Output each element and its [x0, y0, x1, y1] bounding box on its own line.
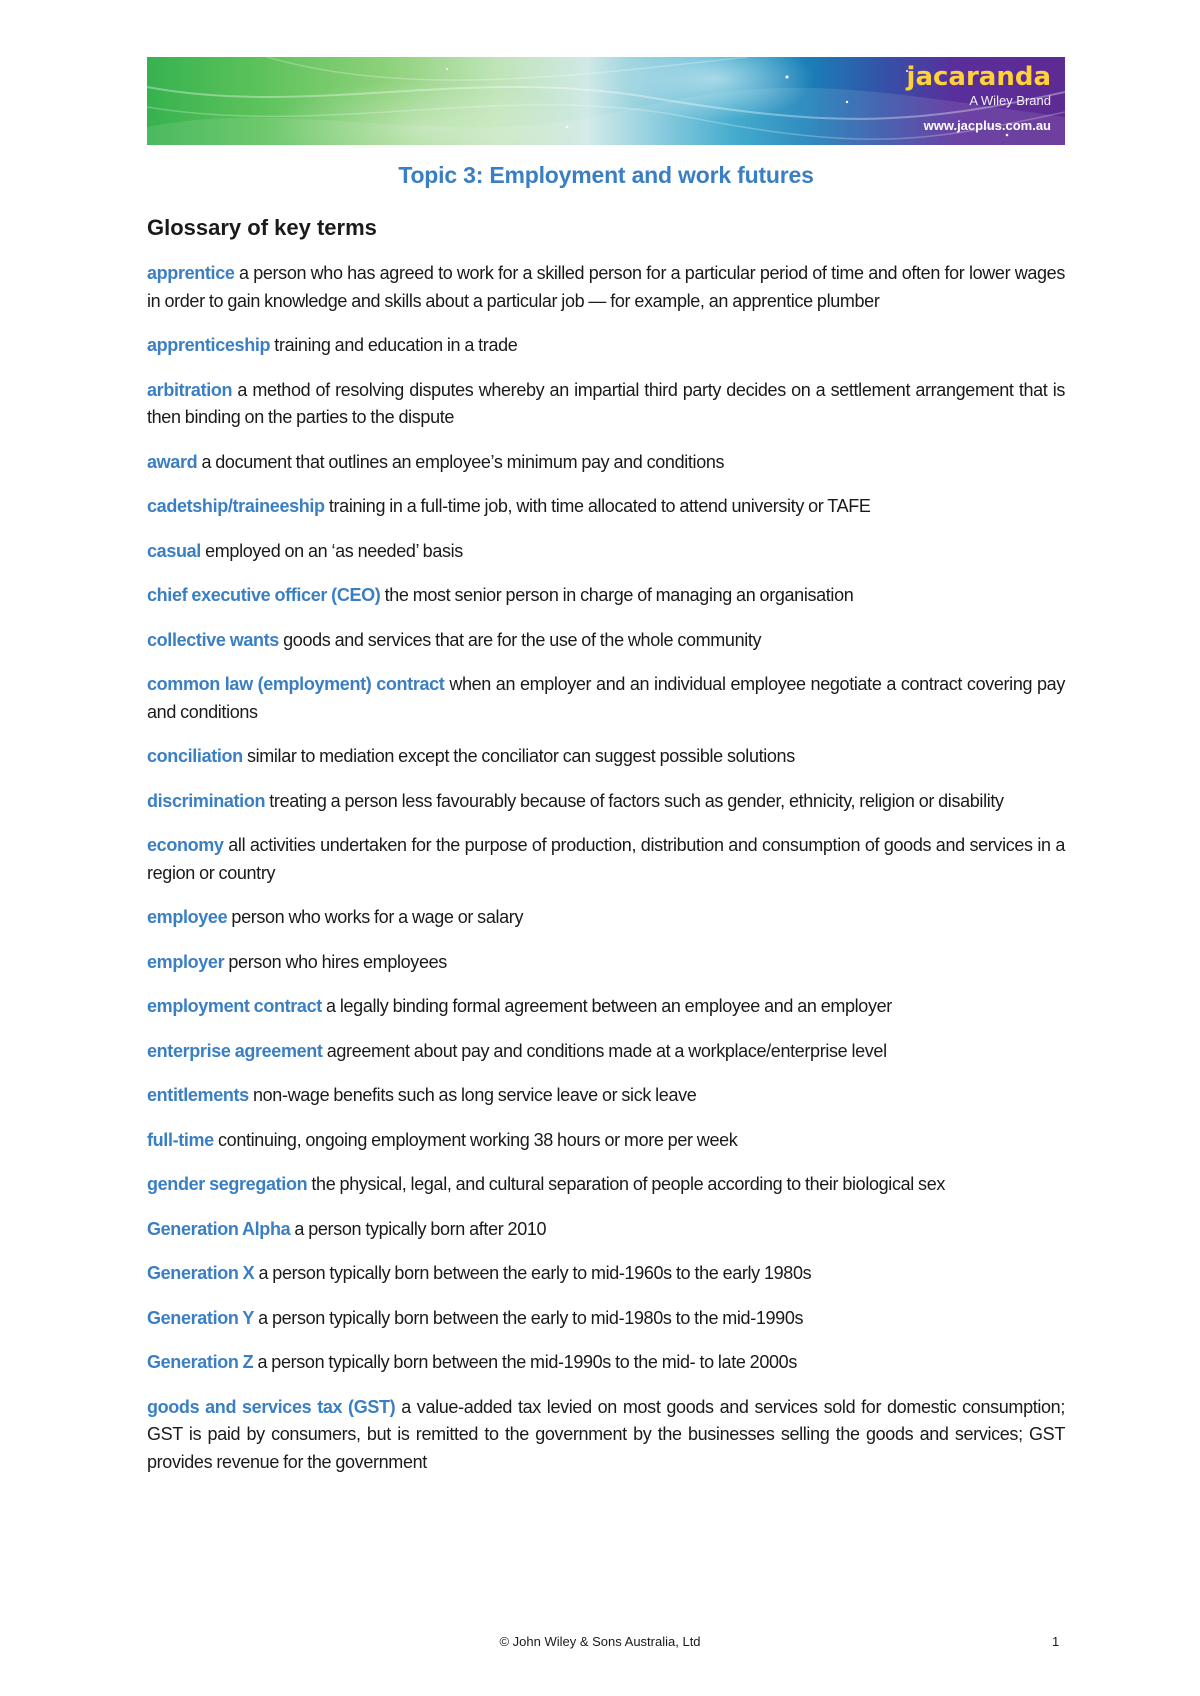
section-heading: Glossary of key terms [147, 215, 377, 240]
glossary-definition: the physical, legal, and cultural separation of people according to their biological sex [311, 1174, 946, 1194]
glossary-term: entitlements [147, 1085, 249, 1105]
glossary-term: gender segregation [147, 1174, 308, 1194]
glossary-list [147, 260, 1065, 1476]
glossary-entry [147, 1171, 1065, 1199]
glossary-term: enterprise agreement [147, 1040, 323, 1061]
glossary-definition: the most senior person in charge of managing an organisation [384, 585, 854, 605]
glossary-definition: training in a full-time job, with time allocated to attend university or TAFE [328, 496, 871, 516]
glossary-definition: employed on an ‘as needed’ basis [205, 540, 463, 561]
glossary-term: economy [147, 835, 224, 855]
glossary-definition: treating a person less favourably because of factors such as gender, ethnicity, religion or disability [269, 790, 1004, 811]
glossary-definition: agreement about pay and conditions made at a workplace/enterprise level [326, 1040, 887, 1061]
glossary-definition: training and education in a trade [274, 335, 518, 355]
glossary-entry [147, 1305, 1065, 1333]
glossary-definition: a person who has agreed to work for a skilled person for a particular period of time and often for lower wages in order to gain knowledge and skills about a particular job — for example, an apprentice plumber [147, 263, 1065, 311]
glossary-definition: a person typically born after 2010 [294, 1218, 547, 1239]
glossary-entry [147, 260, 1065, 315]
brand-block [907, 61, 1051, 134]
glossary-entry [147, 743, 1065, 771]
glossary-term: award [147, 451, 198, 472]
glossary-term: apprenticeship [147, 335, 271, 355]
glossary-definition: a value-added tax levied on most goods and services sold for domestic consumption; GST is paid by consumers, but is remitted to the government by the businesses selling the goods and services; GST provides revenue for the government [147, 1396, 1065, 1472]
glossary-term: employer [147, 951, 225, 972]
glossary-term: common law (employment) contract [147, 674, 445, 694]
glossary-entry [147, 1260, 1065, 1288]
glossary-definition: a document that outlines an employee’s minimum pay and conditions [201, 451, 725, 472]
glossary-definition: all activities undertaken for the purpose of production, distribution and consumption of goods and services in a region or country [147, 835, 1066, 883]
glossary-entry [147, 538, 1065, 566]
brand-tagline: A Wiley Brand [969, 93, 1051, 108]
glossary-entry [147, 627, 1065, 655]
footer-copyright: © John Wiley & Sons Australia, Ltd [499, 1634, 701, 1649]
glossary-definition: continuing, ongoing employment working 38 hours or more per week [218, 1129, 738, 1150]
glossary-entry [147, 671, 1065, 726]
glossary-entry [147, 993, 1065, 1021]
page-title: Topic 3: Employment and work futures [398, 162, 814, 188]
glossary-entry [147, 949, 1065, 977]
glossary-definition: a legally binding formal agreement between an employee and an employer [326, 996, 892, 1016]
glossary-entry [147, 788, 1065, 816]
glossary-definition: a person typically born between the early to mid-1960s to the early 1980s [258, 1263, 812, 1283]
glossary-term: employee [147, 907, 228, 927]
glossary-entry [147, 904, 1065, 932]
glossary-entry [147, 449, 1065, 477]
glossary-term: cadetship/traineeship [147, 496, 325, 516]
glossary-term: chief executive officer (CEO) [147, 585, 381, 605]
glossary-term: full-time [147, 1129, 214, 1150]
glossary-entry [147, 332, 1065, 360]
glossary-entry [147, 1082, 1065, 1110]
glossary-term: casual [147, 540, 201, 561]
glossary-entry [147, 1038, 1065, 1066]
glossary-term: collective wants [147, 629, 279, 650]
glossary-term: Generation Alpha [147, 1218, 291, 1239]
glossary-definition: similar to mediation except the conciliator can suggest possible solutions [246, 746, 795, 766]
glossary-definition: when an employer and an individual employee negotiate a contract covering pay and conditions [147, 674, 1065, 722]
glossary-definition: person who works for a wage or salary [231, 907, 524, 927]
brand-logo-text: jacaranda [906, 62, 1051, 92]
glossary-term: Generation Z [147, 1352, 254, 1372]
glossary-term: Generation Y [147, 1307, 255, 1328]
glossary-term: apprentice [147, 263, 235, 283]
document-page [147, 57, 1065, 1493]
glossary-entry [147, 832, 1065, 887]
brand-url: www.jacplus.com.au [923, 118, 1051, 133]
glossary-term: goods and services tax (GST) [147, 1396, 396, 1417]
glossary-entry [147, 1394, 1065, 1477]
glossary-definition: goods and services that are for the use of the whole community [283, 629, 762, 650]
glossary-term: discrimination [147, 790, 266, 811]
glossary-entry [147, 1127, 1065, 1155]
glossary-definition: a method of resolving disputes whereby an impartial third party decides on a settlement arrangement that is then binding on the parties to the dispute [147, 379, 1065, 427]
header-banner [147, 57, 1065, 145]
glossary-term: conciliation [147, 746, 243, 766]
glossary-term: employment contract [147, 996, 322, 1016]
glossary-definition: a person typically born between the early to mid-1980s to the mid-1990s [258, 1307, 804, 1328]
glossary-definition: a person typically born between the mid-1990s to the mid- to late 2000s [257, 1352, 797, 1372]
glossary-term: Generation X [147, 1263, 255, 1283]
glossary-entry [147, 377, 1065, 432]
footer-page-number: 1 [1052, 1634, 1060, 1649]
glossary-entry [147, 493, 1065, 521]
glossary-term: arbitration [147, 379, 233, 400]
glossary-definition: person who hires employees [228, 951, 447, 972]
glossary-entry [147, 582, 1065, 610]
glossary-entry [147, 1216, 1065, 1244]
glossary-entry [147, 1349, 1065, 1377]
glossary-definition: non-wage benefits such as long service leave or sick leave [252, 1085, 697, 1105]
